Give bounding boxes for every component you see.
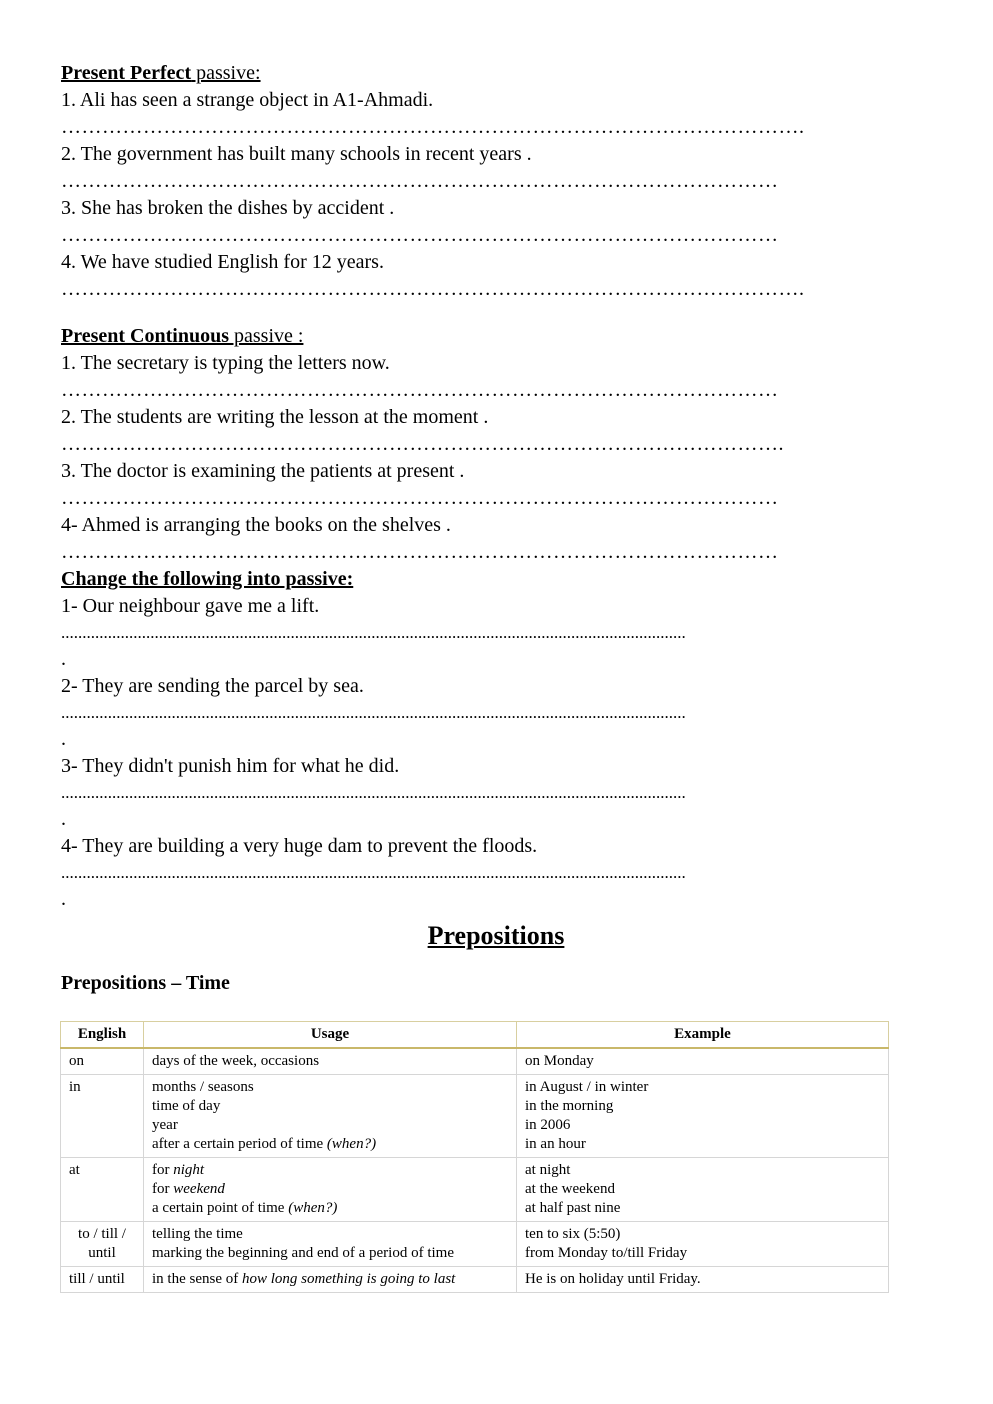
column-header-usage: Usage xyxy=(144,1022,517,1049)
exercise-item: 1. Ali has seen a strange object in A1-Ahmadi. xyxy=(61,89,434,111)
answer-line-tail: . xyxy=(61,728,66,750)
answer-line[interactable]: …………………………………………………………………………………………… xyxy=(61,379,779,401)
exercise-item: 2. The students are writing the lesson at the moment . xyxy=(61,406,489,428)
answer-line[interactable]: ................................................................................................................................................... xyxy=(61,703,686,722)
usage-cell: telling the time marking the beginning and end of a period of time xyxy=(144,1222,517,1267)
exercise-item: 4. We have studied English for 12 years. xyxy=(61,251,384,273)
exercise-item: 2. The government has built many schools in recent years . xyxy=(61,143,532,165)
example-cell: ten to six (5:50) from Monday to/till Friday xyxy=(517,1222,889,1267)
answer-line[interactable]: …………………………………………………………………………………………… xyxy=(61,224,779,246)
table-row xyxy=(61,1222,889,1267)
answer-line[interactable]: ................................................................................................................................................... xyxy=(61,863,686,882)
worksheet xyxy=(61,60,931,1000)
answer-line-tail: . xyxy=(61,648,66,670)
usage-cell: days of the week, occasions xyxy=(144,1048,517,1075)
answer-line-tail: . xyxy=(61,888,66,910)
preposition-cell: to / till / until xyxy=(61,1222,144,1267)
table-header-row xyxy=(61,1022,889,1049)
prepositions-table xyxy=(60,1021,889,1293)
preposition-cell: on xyxy=(61,1048,144,1075)
exercise-item: 1. The secretary is typing the letters now. xyxy=(61,352,390,374)
example-cell: on Monday xyxy=(517,1048,889,1075)
example-cell: at night at the weekend at half past nine xyxy=(517,1158,889,1222)
answer-line[interactable]: ……………………………………………………………………………………………. xyxy=(61,433,784,455)
answer-line[interactable]: …………………………………………………………………………………………… xyxy=(61,170,779,192)
usage-cell: months / seasons time of day year after a certain period of time (when?) xyxy=(144,1075,517,1158)
preposition-cell: till / until xyxy=(61,1267,144,1293)
answer-line[interactable]: …………………………………………………………………………………………… xyxy=(61,541,779,563)
change-passive-heading: Change the following into passive: xyxy=(61,568,354,590)
example-cell: He is on holiday until Friday. xyxy=(517,1267,889,1293)
table-row xyxy=(61,1075,889,1158)
usage-cell: for night for weekend a certain point of time (when?) xyxy=(144,1158,517,1222)
exercise-item: 1- Our neighbour gave me a lift. xyxy=(61,595,320,617)
present-perfect-heading: Present Perfect passive: xyxy=(61,62,261,84)
answer-line[interactable]: ………………………………………………………………………………………………. xyxy=(61,116,805,138)
preposition-cell: in xyxy=(61,1075,144,1158)
exercise-item: 4- Ahmed is arranging the books on the shelves . xyxy=(61,514,451,536)
column-header-english: English xyxy=(61,1022,144,1049)
table-row xyxy=(61,1267,889,1293)
usage-cell: in the sense of how long something is going to last xyxy=(144,1267,517,1293)
prepositions-subtitle: Prepositions – Time xyxy=(61,972,230,994)
example-cell: in August / in winter in the morning in 2006 in an hour xyxy=(517,1075,889,1158)
exercise-item: 3. The doctor is examining the patients at present . xyxy=(61,460,465,482)
answer-line-tail: . xyxy=(61,808,66,830)
exercise-item: 3- They didn't punish him for what he did. xyxy=(61,755,400,777)
table-row xyxy=(61,1158,889,1222)
prepositions-title: Prepositions xyxy=(427,921,565,950)
exercise-item: 2- They are sending the parcel by sea. xyxy=(61,675,364,697)
spacer xyxy=(61,303,931,323)
answer-line[interactable]: …………………………………………………………………………………………… xyxy=(61,487,779,509)
answer-line[interactable]: ………………………………………………………………………………………………. xyxy=(61,278,805,300)
answer-line[interactable]: ................................................................................................................................................... xyxy=(61,623,686,642)
present-continuous-heading: Present Continuous passive : xyxy=(61,325,304,347)
exercise-item: 3. She has broken the dishes by accident . xyxy=(61,197,395,219)
table-row xyxy=(61,1048,889,1075)
column-header-example: Example xyxy=(517,1022,889,1049)
answer-line[interactable]: ................................................................................................................................................... xyxy=(61,783,686,802)
exercise-item: 4- They are building a very huge dam to prevent the floods. xyxy=(61,835,538,857)
preposition-cell: at xyxy=(61,1158,144,1222)
